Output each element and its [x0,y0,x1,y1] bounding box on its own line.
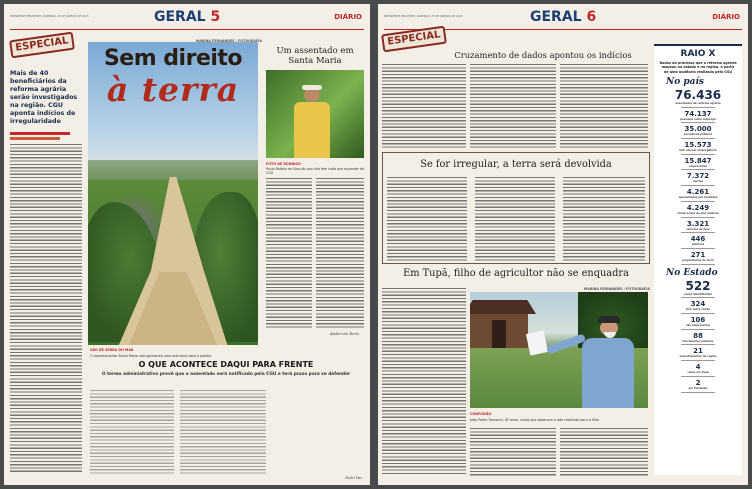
stat-value: 106 [690,316,706,325]
stat-value: 15.847 [684,156,712,165]
stat-value: 522 [685,278,711,293]
stat-label: tem vínculo empregatício [679,149,717,152]
stat-divider [681,107,715,108]
stat-divider [681,248,715,249]
stat-value: 271 [690,250,706,259]
stat-value: 21 [693,347,703,356]
stat-value: 2 [695,378,701,387]
sidebar-title: Um assentado em Santa Maria [276,46,354,66]
newspaper-page-left [4,4,370,485]
article1-column-1 [382,64,466,148]
stat-divider [681,217,715,218]
raio-x-stat [654,379,742,393]
article2-column-3 [560,428,648,476]
stat-value: 76.436 [674,87,722,102]
stat-value: 74.137 [684,109,712,118]
stat-value: 4.249 [686,203,710,212]
date-line-right: PRESIDENTE PRUDENTE, DOMINGO, 25 DE JANEIRO DE 2015 [384,15,463,18]
section-head: O QUE ACONTECE DAQUI PARA FRENTE [138,360,314,369]
page-header-right [378,7,748,29]
stat-label: mortos [692,180,704,184]
stat-divider [681,169,715,170]
section-deck: O termo administrativo prevê que o assentado será notificado pela CGU e terá prazo para se defender [101,372,351,377]
stat-label: empresários [688,164,708,168]
brand-logo-right: DIÁRIO [712,13,740,21]
stat-label: servidores públicos [683,133,713,137]
stat-value: 4.261 [686,188,710,197]
raio-x-stat [654,89,742,108]
raio-x-stat [654,300,742,314]
photo-credit: MARINA FERNANDES / FOTOGRAFIA [196,39,262,43]
boxed-headline: Se for irregular, a terra será devolvida [420,159,612,170]
text-column-2 [266,178,312,330]
headline-line-1: Sem direito [103,46,243,71]
stat-divider [681,360,715,361]
section-name-right: GERAL [530,9,582,25]
raio-x-stat [654,125,742,139]
stat-divider [681,344,715,345]
stat-value: 7.372 [686,172,710,181]
house-roof [470,300,536,314]
stat-divider [681,201,715,202]
stat-label: funcionários públicos [682,339,714,343]
stat-label: veículos de luxo [686,227,710,231]
stat-value: 15.573 [684,141,712,149]
article1-column-3 [560,64,648,148]
farmer-caption-text: João Pedro Tomazini, 62 anos, conta que esperava o lote resolvido para o filho [470,418,599,422]
stat-divider [681,329,715,330]
raio-x-stat [654,251,742,265]
hero-image [88,42,258,345]
photo-credit-right: MARINA FERNANDES / FOTOGRAFIA [584,287,650,291]
held-paper [526,330,548,355]
hero-caption-text: O assentamento Santa Maria não apresenta uma estrutura para o plantio [90,354,212,358]
section-title-right [530,9,596,25]
bottom-signature: Nelci Vaz [345,476,362,480]
stat-value: 4 [695,363,701,372]
raio-x-estado-label: No Estado [666,267,718,278]
boxed-column-1 [387,177,467,261]
stat-divider [681,122,715,123]
headline-2: Em Tupã, filho de agricultor não se enquadra [403,268,629,279]
raio-x-stat [654,363,742,377]
raio-x-title: RAIO X [680,49,716,59]
headline-line-2: à terra [106,70,240,109]
farmer-shirt [582,338,634,408]
stat-label: aposentados por invalidez [678,196,718,200]
stat-label: casos em Tupã [687,371,709,375]
stat-value: 88 [693,331,703,340]
newspaper-page-right [378,4,748,485]
brand-logo: DIÁRIO [334,13,362,21]
page-number-right: 6 [586,9,597,25]
raio-x-stat [654,188,742,202]
stat-label: casos identificados [684,292,712,296]
stat-divider [681,392,715,393]
stat-label: proprietários de terra [682,258,714,262]
raio-x-stat [654,141,742,155]
raio-x-stat [654,204,742,218]
article2-column-1 [382,288,466,476]
sidebar-caption-text: Paulo Batista da Silva diz que não tem nada que esconder da CGU [266,167,364,175]
stat-label: renda acima de três salários [677,211,719,215]
person-head [304,88,320,102]
stat-divider [681,313,715,314]
stat-divider [681,138,715,139]
stat-label: em Prudente [688,386,708,390]
raio-x-stat [654,332,742,346]
stat-divider [681,297,715,298]
article1-column-2 [470,64,556,148]
stat-divider [681,232,715,233]
text-column-5 [180,390,266,474]
boxed-column-2 [475,177,555,261]
raio-x-estado-list [654,280,742,393]
header-rule [10,29,364,30]
sign-off: Atelier da Terra [330,332,359,336]
stat-divider [681,185,715,186]
article2-column-2 [470,428,556,476]
farmer-cap [598,316,620,323]
raio-x-sidebar [654,44,742,475]
hero-caption-title: VÃO DE SERRA DO MAR [90,348,134,352]
section-title [154,9,220,25]
boxed-column-3 [563,177,645,261]
boxed-article [382,152,650,264]
article-deck: Mais de 40 beneficiários da reforma agrária serão investigados na região. CGU aponta indícios de irregularidade [10,70,78,125]
farmer-photo [470,292,648,408]
raio-x-brasil-list [654,89,742,265]
raio-x-stat [654,347,742,361]
headline-1: Cruzamento de dados apontou os indícios [454,50,632,60]
byline-bar-2 [10,137,60,140]
stat-value: 324 [690,300,706,309]
stat-label: possuem outro emprego [680,117,716,121]
raio-x-stat [654,316,742,330]
especial-stamp: ESPECIAL [9,32,75,59]
text-column-3 [316,178,364,330]
sidebar-photo [266,70,364,158]
page-header [4,7,370,29]
raio-x-stat [654,157,742,171]
stat-divider [681,264,715,265]
raio-x-stat [654,110,742,124]
especial-stamp-right: ESPECIAL [381,26,447,53]
page-number: 5 [210,9,221,25]
date-line: PRESIDENTE PRUDENTE, DOMINGO, 25 DE JANEIRO DE 2015 [10,15,89,18]
stat-label: políticos [691,243,705,247]
text-column-1 [10,144,82,474]
raio-x-description: Dados do processo que a reforma agrária mapeou no estado e na região, a partir de uma auditoria realizada pela CGU [659,61,737,74]
raio-x-brasil-label: No país [666,76,704,87]
stat-label: têm outra renda [686,308,710,312]
person-shirt [294,102,330,158]
stat-value: 446 [690,235,706,244]
text-column-4 [90,390,174,474]
raio-x-stat [654,235,742,249]
raio-x-stat [654,220,742,234]
stat-label: assentados da reforma agrária [675,101,721,105]
house-door [492,320,506,348]
byline-bar [10,132,70,135]
stat-label: são empresários [685,324,711,328]
stat-label: assentamentos na região [679,355,717,359]
stat-value: 3.321 [686,219,710,228]
person-cap [302,85,322,90]
sidebar-caption-title: FOTO DE RODRIGO [266,162,301,166]
raio-x-stat [654,280,742,299]
farmer-caption-title: CONFISSÃO [470,412,492,416]
stat-divider [681,154,715,155]
stat-value: 35.000 [684,125,712,134]
raio-x-stat [654,172,742,186]
section-name: GERAL [154,9,206,25]
stat-divider [681,376,715,377]
